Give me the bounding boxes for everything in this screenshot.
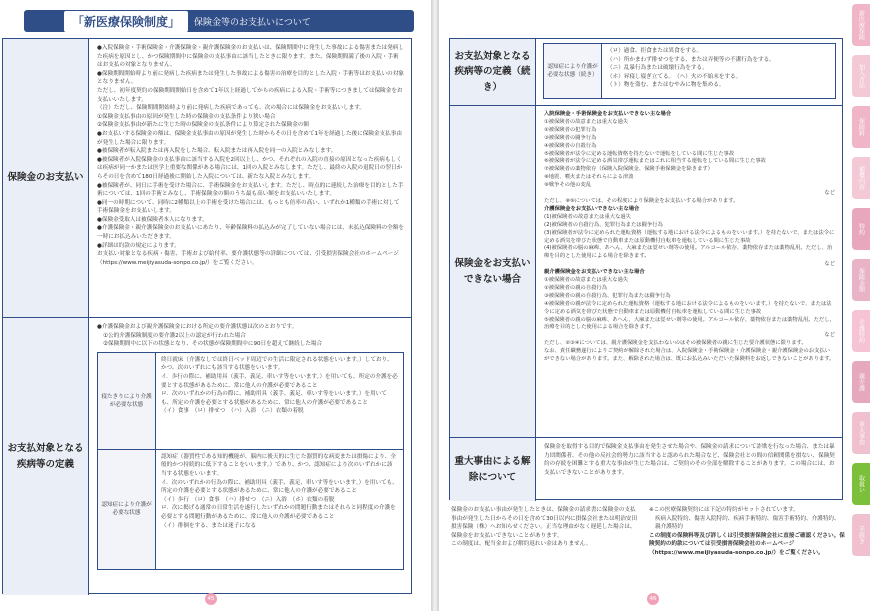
side-tab-8[interactable]: 親介護	[852, 361, 870, 403]
side-tab-6[interactable]: 保険金額	[852, 259, 870, 301]
no-payment-line: ①被保険者の故意または重大な過失	[544, 118, 629, 125]
material-cause-row	[450, 437, 842, 501]
bedridden-label: 寝たきりにより介護が必要な状態	[98, 353, 156, 449]
no-payment-line: ただし、②③④については、親介護保険金を支払わないのはその被保険者の親に生じた要介護状態に限ります。	[544, 340, 807, 347]
no-payment-line: (1)被保険者の故意または重大な過失	[544, 213, 631, 220]
dementia-cont-line: （ニ）乱暴行為または破壊行為をする。	[607, 65, 708, 72]
no-payment-line: ⑨戦争その他の変乱	[544, 182, 592, 189]
page-number-right: 46	[647, 593, 659, 605]
dementia-body	[156, 450, 403, 569]
side-tab-4[interactable]: 補償内容	[852, 157, 870, 199]
no-payment-line: ⑦被保険者の薬物依存（保険入院保険金、保険手術保険金を除きます）	[544, 166, 713, 173]
side-tab-10[interactable]: 取扱い	[852, 463, 870, 505]
no-payment-line: (4)被保険者の脳の麻痺、あへん、大麻または覚せい剤等の使用。アルコール依存、薬物依存または薬物乱用。ただし、治療を目的とした使用による場合を除きます。	[544, 245, 833, 260]
dementia-cont-line: （ホ）昇寝し寝ぎ立てる。 （へ）火の不始末をする。	[607, 73, 742, 80]
side-tab-7[interactable]: 介護特約	[852, 310, 870, 352]
dementia-cont-row	[544, 44, 835, 98]
disease-cont-content	[537, 39, 842, 105]
payment-paragraph: ②保険金支払事由が新たに生じた時の保険金の支払条件により算定された保険金の額	[97, 122, 309, 129]
side-tab-3[interactable]: 保険料	[852, 106, 870, 148]
disease-intro-3: ②保険期間中に以下の状態となり、その状態が保険期間中に90日を超えて継続した場合	[103, 341, 323, 348]
side-tab-1[interactable]: 新医療保険	[852, 4, 870, 46]
side-tab-5[interactable]: 特約	[852, 208, 870, 250]
care-row-dementia	[98, 449, 403, 569]
bottom-left-text: 保険金のお支払い事由が発生したときは、保険金の請求書に保険金の支払事由が発生した日からその日を含めて30日以内に損保会社または明治安田損害保険（株）へお知らせください。正当な理由がなく遅延した場合は、保険金をお支払いできないことがあります。	[451, 507, 638, 539]
payment-paragraph: ●被保険者が転入院または再入院をした場合、転入院または再入院を同一の入院とみなします。	[97, 148, 337, 155]
material-cause-text: 保険金を取得する目的で保険金支払事由を発生させた場合や、保険金の請求について詐欺を行なった場合、または暴力団関係者、その他の反社会的勢力に該当すると認められた場合など、保険会社との間の信頼関係を損ない、保険契約の存続を困難とする重大な事由が生じた場合は、ご契約のその全部を解除することがあります。この場合には、お支払いできないことがあります。	[544, 444, 835, 476]
disease-content	[90, 318, 411, 595]
material-cause-content	[537, 438, 842, 501]
side-tab-strip	[852, 0, 870, 611]
disease-cont-label: お支払対象となる疾病等の定義（続き）	[450, 39, 536, 105]
dementia-line: イ．次のいずれかの行為の際に、補助用具（義手、義足、車いす等をいいます。）を用いても、所定の介護を必要とする状態があるために、常に他人の介護が必要であること	[161, 479, 398, 495]
disease-label: お支払対象となる疾病等の定義	[3, 318, 89, 595]
title-sub: 保険金等のお支払いについて	[194, 17, 311, 28]
bottom-left-note	[451, 506, 641, 549]
no-payment-line: ①被保険者の故意または重大な過失	[544, 277, 629, 284]
care-state-table	[97, 352, 404, 570]
bottom-right-text-2: 疾病入院特約、傷害入院特約、疾病手術特約、傷害手術特約、介護特約、親介護特約	[655, 515, 840, 531]
bottom-right-text-3: この制度の保険料等及び詳しくは引受損害保険会社に直接ご確認ください。保険契約の約款については引受損害保険会社のホームページ（https://www.meijiyasuda-sonpo.co.jp/）をご覧ください。	[649, 532, 845, 556]
bottom-right-note	[649, 506, 845, 558]
payment-row	[3, 39, 411, 317]
payment-paragraph: （https://www.meijiyasuda-sonpo.co.jp/）をご覧ください。	[97, 259, 258, 266]
no-payment-line: なお、責任職務遂行によりご契約が解除された場合は、入院保険金・手術保険金・介護保険金・親介護保険金のお支払いができない場合があります。また、解除された場合は、既にお払込みいただいた保険料をお返しできないことがあります。	[544, 348, 835, 363]
no-payment-line: (2)被保険者の自殺行為、犯罪行為または闘争行為	[544, 221, 663, 228]
side-tab-2[interactable]: 加入方法	[852, 55, 870, 97]
dementia-cont-line: （ト）物を盗む、またはむやみに物を集める。	[607, 82, 725, 89]
bedridden-body	[156, 353, 403, 449]
no-payment-line: ただし、⑧⑨については、その程度により保険金をお支払いする場合があります。	[544, 197, 739, 204]
payment-paragraph: ●お支払いする保険金の額は、保険金支払事由の原因が発生した時からその日を含めて1年を経過した後に保険金支払事由が発生した場合に限ります。	[97, 130, 402, 146]
no-payment-label: 保険金をお支払いできない場合	[450, 106, 536, 437]
payment-paragraph: ●保険期間開始時より前に発病した疾病または発生した事故による傷害の治療を目的とした入院・手術等はお支払いの対象となりません。	[97, 70, 404, 86]
care-row-bedridden	[98, 353, 403, 449]
no-payment-line: (3)被保険者が法令に定められた運転資格（運転する地における法令によるものをいいます。）を持たないで、または法令に定める酒気を帯びた状態で自動車または原動機付自転車を運転している間に生じた事故	[544, 229, 835, 244]
no-payment-line: など	[824, 332, 835, 339]
disease-intro-2: ①公的介護保険制度の要介護2以上の認定が行われた場合	[103, 332, 246, 339]
payment-paragraph: （注）ただし、保険期間開始時より前に発病した疾病であっても、次の場合には保険金をお支払いします。	[97, 105, 365, 112]
dementia-line: （イ）徘徊をする、または迷子になる	[161, 522, 257, 529]
dementia-cont-body	[602, 44, 835, 98]
payment-paragraph: ●詳細は約款の規定によります。	[97, 242, 180, 249]
no-payment-line: ④被保険者の自殺行為	[544, 142, 597, 149]
dementia-cont-line: （ロ）過食、拒食または異食をする。	[607, 48, 703, 54]
no-payment-line: ⑧地震、噴火またはそれらによる津波	[544, 174, 634, 181]
payment-paragraph: ●入院保険金・手術保険金・介護保険金・親介護保険金のお支払いは、保険期間中に発生した事故による傷害または発病した疾病を原因とし、かつ保険期間中に保険金の支払事由に該当したときに限ります。また、保険期間満了後の入院・手術はお支払の対象となりません。	[97, 45, 404, 69]
payment-paragraph: ●同一の時期について、同時に2種類以上の手術を受けた場合には、もっとも倍率の高い、いずれか1種類の手術に対して手術保険金をお支払いします。	[97, 199, 400, 215]
payment-label: 保険金のお支払い	[3, 39, 89, 317]
left-table	[2, 38, 412, 594]
dementia-cont-line: （ハ）所かまわず排せつをする、または弄便等の不潔行為をする。	[607, 56, 775, 63]
payment-content	[90, 39, 411, 317]
no-payment-line: ④被保険者の親が法令に定められた運転資格（運転する地における法令によるものをいいます。）を持たないで、または法令に定める酒気を帯びた状態で自動車または原動機付自転車を運転している間に生じた事故	[544, 300, 832, 315]
payment-paragraph: ●保険金受取人は被保険者本人になります。	[97, 216, 208, 223]
bedridden-line: イ．歩行の際に、補助用具（義手、義足、車いす等をいいます。）を用いても、所定の介護を必要とする状態があるために、常に他人の介護が必要であること	[161, 373, 398, 389]
no-payment-line: ③被保険者の闘争行為	[544, 134, 597, 141]
payment-paragraph: お支払い対象となる疾病・傷害、手術および給付率、要介護状態等の詳細については、引受損害保険会社のホームページ	[97, 251, 399, 258]
dementia-line: （イ）歩行 （ロ）食事 （ハ）排せつ （ニ）入浴 （ホ）衣類の着脱	[161, 496, 335, 503]
dementia-label: 認知症により介護が必要な状態	[98, 450, 156, 569]
no-payment-row	[450, 105, 842, 437]
title-main: 「新医療保険制度」	[64, 11, 188, 32]
book-gutter	[431, 0, 439, 611]
bedridden-line: ロ．次のいずれかの行為の際に、補助用具（義手、義足、車いす等をいいます。）を用いても、所定の介護を必要とする状態があるために、常に他人の介護が必要であること	[161, 391, 387, 406]
payment-paragraph: ただし、初年度契約の保険期間開始日を含めて1年以上経過してからの疾病による入院・手術等につきましては保険金をお支払いいたします。	[97, 87, 403, 103]
no-payment-line: ⑤被保険者が法令に定める運転資格を持たないで運転をしている間に生じた事故	[544, 150, 735, 157]
no-payment-line: 介護保険金をお支払いできない主な場合	[544, 205, 640, 212]
dementia-cont-label: 認知症により介護が必要な状態（続き）	[544, 44, 602, 98]
no-payment-line: 親介護保険金をお支払いできない主な場合	[544, 269, 645, 276]
bedridden-line: 終日就床（介護なしでは終日ベッド周辺での生活に限定される状態をいいます。）しており、かつ、次のいずれにも該当する状態をいいます。	[161, 356, 393, 372]
left-page	[0, 0, 431, 611]
side-tab-11[interactable]: 手続き	[852, 514, 870, 556]
payment-paragraph: ●被保険者が入院保険金の支払事由に該当する入院を2回以上し、かつ、それぞれの入院の直接の原因となった疾病もしくは疾病が同一かまたは医学上重要な関係がある場合には、1回の入院とみなします。ただし、最終の入院の退院日の翌日からその日を含めて180日経過後に開始した入院については、新たな入院とみなします。	[97, 156, 403, 180]
page-number-left: 45	[205, 593, 217, 605]
no-payment-line: ②被保険者の親の自殺行為	[544, 284, 608, 291]
dementia-line: 認知症（器質性である知的機能が、脳内に後天的に生じた器質的な病変または損傷により、全般的かつ持続的に低下することをいいます。）であり、かつ、認知症により次のいずれかに該当する状態をいいます。	[161, 453, 396, 477]
disease-row	[3, 317, 411, 595]
bottom-right-text-1: ※この医療保険契約には下記の特約がセットされています。	[649, 507, 799, 513]
no-payment-line: など	[824, 261, 835, 268]
dementia-cont-table	[543, 43, 836, 99]
bedridden-line: （イ）食事 （ロ）排せつ （ハ）入浴 （ニ）衣類の着脱	[161, 408, 304, 415]
right-table	[449, 38, 843, 500]
no-payment-line: ②被保険者の犯罪行為	[544, 126, 597, 133]
payment-paragraph: ●介護保険金・親介護保険金のお支払いにあたり、年齢保険料の払込みが完了していない場合には、未払込保険料の全額を一時にお払込みいただきます。	[97, 225, 404, 241]
no-payment-line: ③被保険者の親の自殺行為、犯罪行為または闘争行為	[544, 292, 671, 299]
right-page	[439, 0, 870, 611]
payment-paragraph: ①保険金支払事由の原因が発生した時の保険金の支払条件より狭い場合	[97, 113, 276, 120]
no-payment-line: など	[824, 190, 835, 197]
payment-paragraph: ●被保険者が、同日に手術を受けた場合に、手術保険金をお支払いします。ただし、時点的に連続した治療を目的とした手術については、1回の手術とみなし、手術保険金の額のうち最も高い額をお支払いいたします。	[97, 182, 404, 198]
title-bar	[24, 10, 414, 32]
no-payment-line: ⑥被保険者が法令に定める酒気帯び運転またはこれに相当する運転をしている間に生じた事故	[544, 158, 766, 165]
bottom-left-text-2: この制度は、配当金および解約返れい金はありません。	[451, 541, 592, 548]
dementia-line: ロ．次に掲げる通常の日常生活を遂行したいずれかの問題行動またはそれらと同程度の介護を必要とする問題行動があるために、常に他人の介護が必要であること	[161, 505, 396, 520]
material-cause-label: 重大事由による解除について	[450, 438, 536, 501]
no-payment-content	[537, 106, 842, 437]
disease-intro-1: ●介護保険金および親介護保険金における所定の要介護状態は次のとおりです。	[97, 324, 298, 330]
side-tab-9[interactable]: 重大事由	[852, 412, 870, 454]
disease-cont-row	[450, 39, 842, 105]
no-payment-line: 入院保険金・手術保険金をお支払いできない主な場合	[544, 111, 672, 117]
no-payment-line: ⑤被保険者の親の脳の麻痺、あへん、大麻または覚せい剤等の使用。アルコール依存、薬物依存または薬物乱用。ただし、治療を目的とした使用による場合を除きます。	[544, 316, 835, 331]
